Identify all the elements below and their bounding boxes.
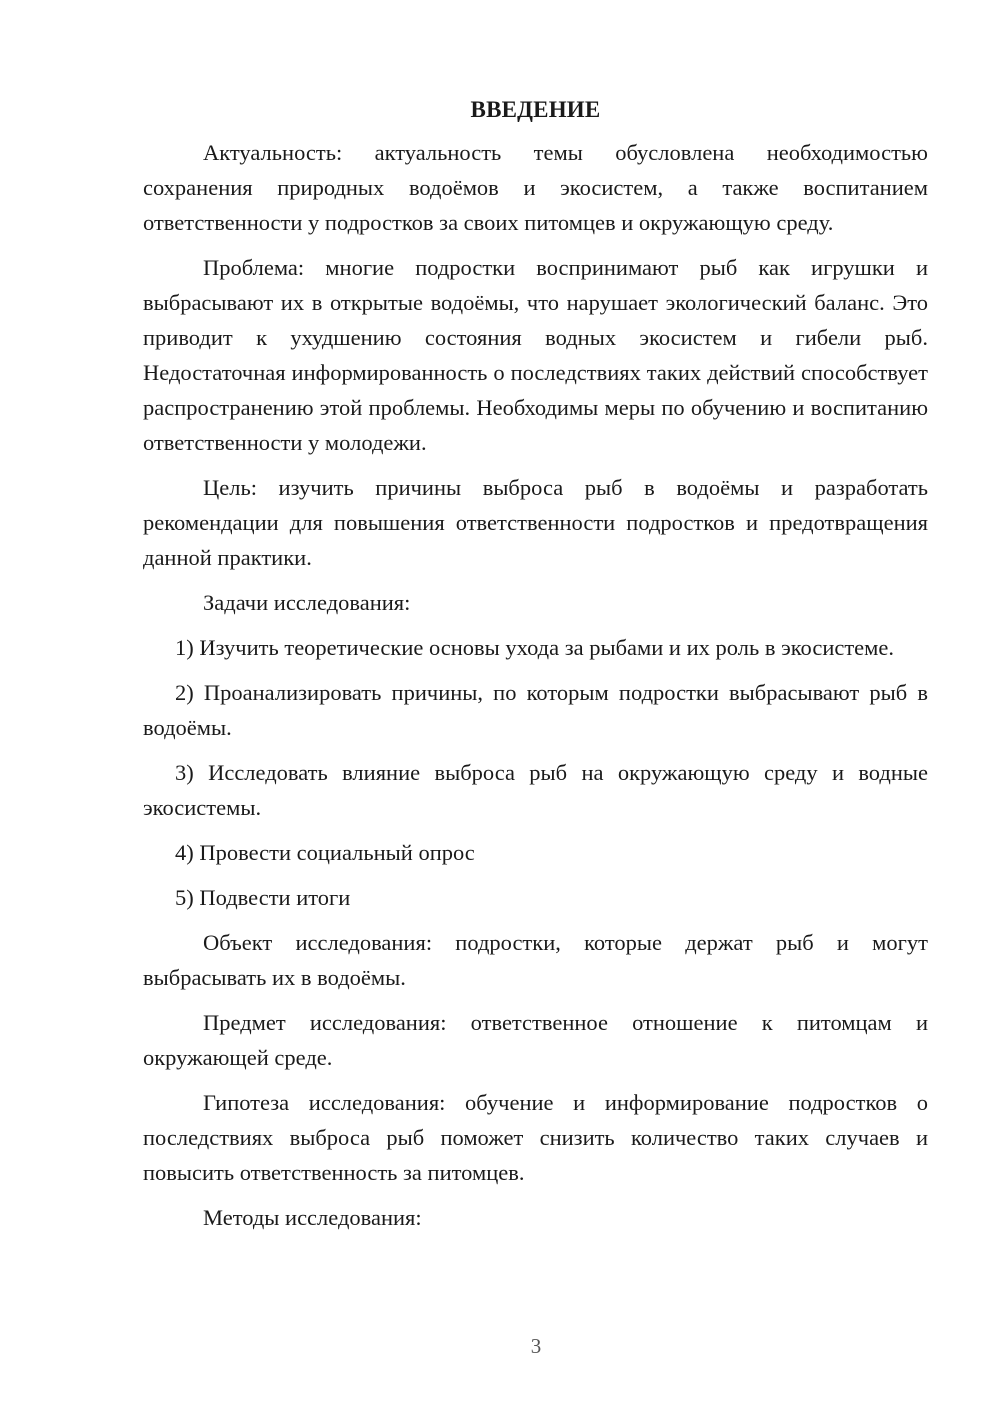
task-item-3: 3) Исследовать влияние выброса рыб на окружающую среду и водные экосистемы. (143, 760, 928, 820)
hypothesis-paragraph: Гипотеза исследования: обучение и информирование подростков о последствиях выброса рыб поможет снизить количество таких случаев и повысить ответственность за питомцев. (143, 1090, 928, 1185)
subject-paragraph: Предмет исследования: ответственное отношение к питомцам и окружающей среде. (143, 1010, 928, 1070)
section-heading: ВВЕДЕНИЕ (470, 97, 601, 122)
relevance-paragraph: Актуальность: актуальность темы обусловлена необходимостью сохранения природных водоёмов и экосистем, а также воспитанием ответственности у подростков за своих питомцев и окружающую среду. (143, 140, 928, 235)
goal-paragraph: Цель: изучить причины выброса рыб в водоёмы и разработать рекомендации для повышения ответственности подростков и предотвращения данной практики. (143, 475, 928, 570)
task-item-1: 1) Изучить теоретические основы ухода за рыбами и их роль в экосистеме. (175, 635, 895, 660)
task-item-2: 2) Проанализировать причины, по которым подростки выбрасывают рыб в водоёмы. (143, 680, 928, 740)
page-content (143, 92, 928, 1245)
task-item-4: 4) Провести социальный опрос (175, 840, 475, 865)
problem-paragraph: Проблема: многие подростки воспринимают рыб как игрушки и выбрасывают их в открытые водоёмы, что нарушает экологический баланс. Это приводит к ухудшению состояния водных экосистем и гибели рыб. Недостаточная информированность о последствиях таких действий способствует распространению этой проблемы. Необходимы меры по обучению и воспитанию ответственности у молодежи. (143, 255, 928, 455)
object-paragraph: Объект исследования: подростки, которые держат рыб и могут выбрасывать их в водоёмы. (143, 930, 928, 990)
tasks-heading: Задачи исследования: (203, 590, 411, 615)
task-item-5: 5) Подвести итоги (175, 885, 351, 910)
page-number: 3 (530, 1334, 542, 1358)
methods-heading: Методы исследования: (203, 1205, 422, 1230)
